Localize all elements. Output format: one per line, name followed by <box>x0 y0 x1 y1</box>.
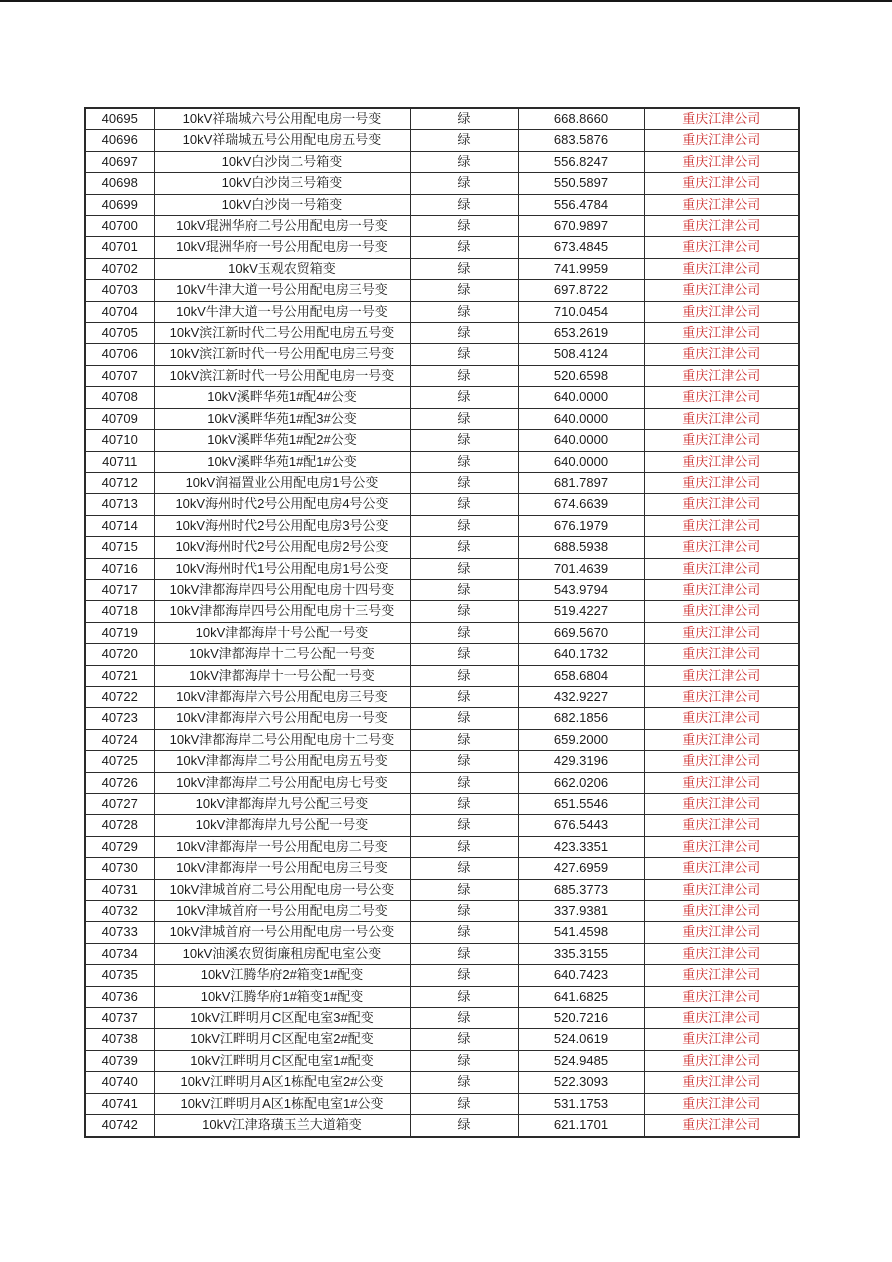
row-value-cell: 621.1701 <box>518 1115 644 1137</box>
row-id-cell: 40723 <box>85 708 154 729</box>
table-row <box>85 836 799 857</box>
row-name-cell: 10kV津都海岸九号公配三号变 <box>154 794 410 815</box>
row-id-cell: 40722 <box>85 686 154 707</box>
row-status-cell: 绿 <box>410 729 518 750</box>
row-name-cell: 10kV津城首府二号公用配电房一号公变 <box>154 879 410 900</box>
row-name-cell: 10kV津都海岸六号公用配电房一号变 <box>154 708 410 729</box>
table-row <box>85 151 799 172</box>
row-id-cell: 40741 <box>85 1093 154 1114</box>
row-id-cell: 40735 <box>85 965 154 986</box>
row-company-cell: 重庆江津公司 <box>644 494 799 515</box>
row-company-cell: 重庆江津公司 <box>644 644 799 665</box>
row-name-cell: 10kV津都海岸十二号公配一号变 <box>154 644 410 665</box>
row-value-cell: 651.5546 <box>518 794 644 815</box>
row-name-cell: 10kV海州时代1号公用配电房1号公变 <box>154 558 410 579</box>
row-value-cell: 508.4124 <box>518 344 644 365</box>
row-status-cell: 绿 <box>410 579 518 600</box>
row-id-cell: 40728 <box>85 815 154 836</box>
row-status-cell: 绿 <box>410 237 518 258</box>
row-name-cell: 10kV油溪农贸街廉租房配电室公变 <box>154 943 410 964</box>
row-id-cell: 40719 <box>85 622 154 643</box>
row-value-cell: 429.3196 <box>518 751 644 772</box>
table-row <box>85 237 799 258</box>
table-row <box>85 1029 799 1050</box>
transformer-data-table <box>84 107 800 1138</box>
row-name-cell: 10kV江津珞璜玉兰大道箱变 <box>154 1115 410 1137</box>
table-row <box>85 686 799 707</box>
row-name-cell: 10kV滨江新时代一号公用配电房三号变 <box>154 344 410 365</box>
row-id-cell: 40736 <box>85 986 154 1007</box>
row-status-cell: 绿 <box>410 665 518 686</box>
row-status-cell: 绿 <box>410 815 518 836</box>
row-name-cell: 10kV津都海岸九号公配一号变 <box>154 815 410 836</box>
row-id-cell: 40717 <box>85 579 154 600</box>
row-id-cell: 40737 <box>85 1008 154 1029</box>
row-name-cell: 10kV海州时代2号公用配电房2号公变 <box>154 537 410 558</box>
row-name-cell: 10kV津都海岸二号公用配电房十二号变 <box>154 729 410 750</box>
row-value-cell: 683.5876 <box>518 130 644 151</box>
row-status-cell: 绿 <box>410 1008 518 1029</box>
row-company-cell: 重庆江津公司 <box>644 943 799 964</box>
row-value-cell: 520.6598 <box>518 365 644 386</box>
row-value-cell: 524.9485 <box>518 1050 644 1071</box>
row-value-cell: 550.5897 <box>518 173 644 194</box>
row-id-cell: 40725 <box>85 751 154 772</box>
row-company-cell: 重庆江津公司 <box>644 986 799 1007</box>
table-row <box>85 1115 799 1137</box>
row-name-cell: 10kV津都海岸十一号公配一号变 <box>154 665 410 686</box>
row-name-cell: 10kV玉观农贸箱变 <box>154 258 410 279</box>
table-row <box>85 986 799 1007</box>
row-status-cell: 绿 <box>410 558 518 579</box>
row-status-cell: 绿 <box>410 836 518 857</box>
row-status-cell: 绿 <box>410 258 518 279</box>
row-name-cell: 10kV江腾华府1#箱变1#配变 <box>154 986 410 1007</box>
row-company-cell: 重庆江津公司 <box>644 965 799 986</box>
row-name-cell: 10kV白沙岗二号箱变 <box>154 151 410 172</box>
row-name-cell: 10kV溪畔华苑1#配2#公变 <box>154 430 410 451</box>
row-value-cell: 640.0000 <box>518 451 644 472</box>
row-id-cell: 40726 <box>85 772 154 793</box>
row-company-cell: 重庆江津公司 <box>644 922 799 943</box>
row-value-cell: 524.0619 <box>518 1029 644 1050</box>
row-status-cell: 绿 <box>410 794 518 815</box>
row-value-cell: 541.4598 <box>518 922 644 943</box>
table-row <box>85 1050 799 1071</box>
table-row <box>85 794 799 815</box>
table-row <box>85 751 799 772</box>
row-id-cell: 40700 <box>85 216 154 237</box>
row-name-cell: 10kV津都海岸一号公用配电房二号变 <box>154 836 410 857</box>
row-name-cell: 10kV江腾华府2#箱变1#配变 <box>154 965 410 986</box>
row-value-cell: 670.9897 <box>518 216 644 237</box>
row-status-cell: 绿 <box>410 901 518 922</box>
row-value-cell: 653.2619 <box>518 323 644 344</box>
row-value-cell: 522.3093 <box>518 1072 644 1093</box>
row-name-cell: 10kV江畔明月A区1栋配电室1#公变 <box>154 1093 410 1114</box>
row-status-cell: 绿 <box>410 943 518 964</box>
row-id-cell: 40732 <box>85 901 154 922</box>
row-company-cell: 重庆江津公司 <box>644 365 799 386</box>
row-company-cell: 重庆江津公司 <box>644 323 799 344</box>
row-status-cell: 绿 <box>410 686 518 707</box>
row-name-cell: 10kV津都海岸六号公用配电房三号变 <box>154 686 410 707</box>
row-company-cell: 重庆江津公司 <box>644 151 799 172</box>
row-value-cell: 531.1753 <box>518 1093 644 1114</box>
row-company-cell: 重庆江津公司 <box>644 1008 799 1029</box>
row-status-cell: 绿 <box>410 387 518 408</box>
row-company-cell: 重庆江津公司 <box>644 729 799 750</box>
row-value-cell: 688.5938 <box>518 537 644 558</box>
table-row <box>85 879 799 900</box>
row-value-cell: 681.7897 <box>518 472 644 493</box>
table-row <box>85 216 799 237</box>
row-name-cell: 10kV海州时代2号公用配电房4号公变 <box>154 494 410 515</box>
row-value-cell: 520.7216 <box>518 1008 644 1029</box>
table-row <box>85 494 799 515</box>
row-status-cell: 绿 <box>410 965 518 986</box>
row-company-cell: 重庆江津公司 <box>644 515 799 536</box>
row-company-cell: 重庆江津公司 <box>644 622 799 643</box>
transformer-table-body <box>85 108 799 1137</box>
row-id-cell: 40740 <box>85 1072 154 1093</box>
row-company-cell: 重庆江津公司 <box>644 408 799 429</box>
row-company-cell: 重庆江津公司 <box>644 858 799 879</box>
row-name-cell: 10kV祥瑞城六号公用配电房一号变 <box>154 108 410 130</box>
row-company-cell: 重庆江津公司 <box>644 879 799 900</box>
row-id-cell: 40721 <box>85 665 154 686</box>
row-name-cell: 10kV海州时代2号公用配电房3号公变 <box>154 515 410 536</box>
row-status-cell: 绿 <box>410 1093 518 1114</box>
row-company-cell: 重庆江津公司 <box>644 258 799 279</box>
row-status-cell: 绿 <box>410 472 518 493</box>
row-value-cell: 662.0206 <box>518 772 644 793</box>
row-id-cell: 40718 <box>85 601 154 622</box>
row-value-cell: 701.4639 <box>518 558 644 579</box>
row-status-cell: 绿 <box>410 344 518 365</box>
row-company-cell: 重庆江津公司 <box>644 815 799 836</box>
table-row <box>85 280 799 301</box>
row-id-cell: 40714 <box>85 515 154 536</box>
table-row <box>85 323 799 344</box>
row-id-cell: 40730 <box>85 858 154 879</box>
row-company-cell: 重庆江津公司 <box>644 130 799 151</box>
row-name-cell: 10kV津都海岸四号公用配电房十三号变 <box>154 601 410 622</box>
row-value-cell: 335.3155 <box>518 943 644 964</box>
row-value-cell: 741.9959 <box>518 258 644 279</box>
table-row <box>85 108 799 130</box>
row-status-cell: 绿 <box>410 537 518 558</box>
row-id-cell: 40701 <box>85 237 154 258</box>
row-status-cell: 绿 <box>410 622 518 643</box>
row-value-cell: 427.6959 <box>518 858 644 879</box>
row-status-cell: 绿 <box>410 130 518 151</box>
table-row <box>85 451 799 472</box>
row-company-cell: 重庆江津公司 <box>644 472 799 493</box>
row-name-cell: 10kV滨江新时代二号公用配电房五号变 <box>154 323 410 344</box>
row-company-cell: 重庆江津公司 <box>644 601 799 622</box>
row-company-cell: 重庆江津公司 <box>644 1072 799 1093</box>
row-company-cell: 重庆江津公司 <box>644 173 799 194</box>
row-value-cell: 432.9227 <box>518 686 644 707</box>
table-row <box>85 537 799 558</box>
row-company-cell: 重庆江津公司 <box>644 216 799 237</box>
row-id-cell: 40708 <box>85 387 154 408</box>
table-row <box>85 729 799 750</box>
table-row <box>85 922 799 943</box>
row-name-cell: 10kV琨洲华府二号公用配电房一号变 <box>154 216 410 237</box>
row-name-cell: 10kV白沙岗一号箱变 <box>154 194 410 215</box>
row-company-cell: 重庆江津公司 <box>644 301 799 322</box>
row-company-cell: 重庆江津公司 <box>644 901 799 922</box>
row-id-cell: 40711 <box>85 451 154 472</box>
row-status-cell: 绿 <box>410 922 518 943</box>
row-id-cell: 40738 <box>85 1029 154 1050</box>
row-id-cell: 40712 <box>85 472 154 493</box>
row-value-cell: 640.0000 <box>518 387 644 408</box>
row-id-cell: 40739 <box>85 1050 154 1071</box>
row-company-cell: 重庆江津公司 <box>644 665 799 686</box>
table-row <box>85 965 799 986</box>
row-company-cell: 重庆江津公司 <box>644 1093 799 1114</box>
row-status-cell: 绿 <box>410 772 518 793</box>
row-id-cell: 40720 <box>85 644 154 665</box>
row-value-cell: 668.8660 <box>518 108 644 130</box>
row-company-cell: 重庆江津公司 <box>644 451 799 472</box>
row-value-cell: 640.7423 <box>518 965 644 986</box>
row-status-cell: 绿 <box>410 1050 518 1071</box>
table-row <box>85 622 799 643</box>
row-status-cell: 绿 <box>410 280 518 301</box>
table-row <box>85 665 799 686</box>
row-value-cell: 556.4784 <box>518 194 644 215</box>
row-id-cell: 40699 <box>85 194 154 215</box>
row-name-cell: 10kV溪畔华苑1#配3#公变 <box>154 408 410 429</box>
row-name-cell: 10kV江畔明月A区1栋配电室2#公变 <box>154 1072 410 1093</box>
row-company-cell: 重庆江津公司 <box>644 237 799 258</box>
row-status-cell: 绿 <box>410 108 518 130</box>
table-row <box>85 1008 799 1029</box>
row-name-cell: 10kV津都海岸一号公用配电房三号变 <box>154 858 410 879</box>
row-id-cell: 40715 <box>85 537 154 558</box>
row-name-cell: 10kV琨洲华府一号公用配电房一号变 <box>154 237 410 258</box>
row-name-cell: 10kV津都海岸四号公用配电房十四号变 <box>154 579 410 600</box>
table-row <box>85 644 799 665</box>
row-status-cell: 绿 <box>410 858 518 879</box>
row-value-cell: 659.2000 <box>518 729 644 750</box>
row-name-cell: 10kV江畔明月C区配电室2#配变 <box>154 1029 410 1050</box>
row-name-cell: 10kV津都海岸二号公用配电房七号变 <box>154 772 410 793</box>
row-value-cell: 640.0000 <box>518 430 644 451</box>
row-value-cell: 673.4845 <box>518 237 644 258</box>
row-name-cell: 10kV白沙岗三号箱变 <box>154 173 410 194</box>
row-name-cell: 10kV牛津大道一号公用配电房三号变 <box>154 280 410 301</box>
row-status-cell: 绿 <box>410 1072 518 1093</box>
row-id-cell: 40703 <box>85 280 154 301</box>
table-row <box>85 1093 799 1114</box>
table-row <box>85 943 799 964</box>
table-row <box>85 194 799 215</box>
row-company-cell: 重庆江津公司 <box>644 772 799 793</box>
row-company-cell: 重庆江津公司 <box>644 280 799 301</box>
row-id-cell: 40734 <box>85 943 154 964</box>
table-row <box>85 258 799 279</box>
row-status-cell: 绿 <box>410 986 518 1007</box>
row-id-cell: 40702 <box>85 258 154 279</box>
row-value-cell: 641.6825 <box>518 986 644 1007</box>
table-row <box>85 901 799 922</box>
table-row <box>85 301 799 322</box>
row-company-cell: 重庆江津公司 <box>644 794 799 815</box>
row-name-cell: 10kV溪畔华苑1#配4#公变 <box>154 387 410 408</box>
row-status-cell: 绿 <box>410 751 518 772</box>
row-id-cell: 40695 <box>85 108 154 130</box>
row-status-cell: 绿 <box>410 515 518 536</box>
row-id-cell: 40731 <box>85 879 154 900</box>
row-name-cell: 10kV江畔明月C区配电室1#配变 <box>154 1050 410 1071</box>
row-value-cell: 337.9381 <box>518 901 644 922</box>
row-status-cell: 绿 <box>410 430 518 451</box>
table-row <box>85 472 799 493</box>
row-status-cell: 绿 <box>410 879 518 900</box>
row-company-cell: 重庆江津公司 <box>644 558 799 579</box>
row-name-cell: 10kV溪畔华苑1#配1#公变 <box>154 451 410 472</box>
row-name-cell: 10kV津都海岸十号公配一号变 <box>154 622 410 643</box>
row-id-cell: 40724 <box>85 729 154 750</box>
row-id-cell: 40709 <box>85 408 154 429</box>
row-id-cell: 40707 <box>85 365 154 386</box>
table-row <box>85 430 799 451</box>
row-status-cell: 绿 <box>410 194 518 215</box>
table-row <box>85 1072 799 1093</box>
row-name-cell: 10kV牛津大道一号公用配电房一号变 <box>154 301 410 322</box>
table-row <box>85 387 799 408</box>
row-value-cell: 674.6639 <box>518 494 644 515</box>
table-row <box>85 772 799 793</box>
table-row <box>85 344 799 365</box>
row-name-cell: 10kV滨江新时代一号公用配电房一号变 <box>154 365 410 386</box>
row-status-cell: 绿 <box>410 451 518 472</box>
row-company-cell: 重庆江津公司 <box>644 1050 799 1071</box>
row-company-cell: 重庆江津公司 <box>644 537 799 558</box>
row-status-cell: 绿 <box>410 173 518 194</box>
row-value-cell: 519.4227 <box>518 601 644 622</box>
row-value-cell: 669.5670 <box>518 622 644 643</box>
row-id-cell: 40727 <box>85 794 154 815</box>
row-value-cell: 640.0000 <box>518 408 644 429</box>
row-id-cell: 40698 <box>85 173 154 194</box>
row-value-cell: 697.8722 <box>518 280 644 301</box>
table-row <box>85 365 799 386</box>
row-name-cell: 10kV津城首府一号公用配电房二号变 <box>154 901 410 922</box>
row-status-cell: 绿 <box>410 216 518 237</box>
table-row <box>85 708 799 729</box>
row-value-cell: 676.5443 <box>518 815 644 836</box>
row-name-cell: 10kV津城首府一号公用配电房一号公变 <box>154 922 410 943</box>
row-id-cell: 40733 <box>85 922 154 943</box>
row-company-cell: 重庆江津公司 <box>644 686 799 707</box>
row-status-cell: 绿 <box>410 323 518 344</box>
table-row <box>85 558 799 579</box>
row-name-cell: 10kV祥瑞城五号公用配电房五号变 <box>154 130 410 151</box>
row-name-cell: 10kV江畔明月C区配电室3#配变 <box>154 1008 410 1029</box>
row-company-cell: 重庆江津公司 <box>644 194 799 215</box>
row-company-cell: 重庆江津公司 <box>644 108 799 130</box>
row-value-cell: 556.8247 <box>518 151 644 172</box>
row-value-cell: 676.1979 <box>518 515 644 536</box>
row-status-cell: 绿 <box>410 601 518 622</box>
table-row <box>85 130 799 151</box>
table-row <box>85 858 799 879</box>
row-value-cell: 423.3351 <box>518 836 644 857</box>
row-id-cell: 40729 <box>85 836 154 857</box>
row-company-cell: 重庆江津公司 <box>644 344 799 365</box>
row-id-cell: 40716 <box>85 558 154 579</box>
row-value-cell: 682.1856 <box>518 708 644 729</box>
row-value-cell: 658.6804 <box>518 665 644 686</box>
row-value-cell: 543.9794 <box>518 579 644 600</box>
table-row <box>85 515 799 536</box>
row-status-cell: 绿 <box>410 494 518 515</box>
table-row <box>85 579 799 600</box>
row-company-cell: 重庆江津公司 <box>644 579 799 600</box>
row-id-cell: 40696 <box>85 130 154 151</box>
row-id-cell: 40697 <box>85 151 154 172</box>
row-company-cell: 重庆江津公司 <box>644 708 799 729</box>
row-company-cell: 重庆江津公司 <box>644 1115 799 1137</box>
row-company-cell: 重庆江津公司 <box>644 1029 799 1050</box>
row-id-cell: 40706 <box>85 344 154 365</box>
row-status-cell: 绿 <box>410 1029 518 1050</box>
row-status-cell: 绿 <box>410 365 518 386</box>
row-company-cell: 重庆江津公司 <box>644 430 799 451</box>
row-id-cell: 40710 <box>85 430 154 451</box>
table-row <box>85 408 799 429</box>
row-status-cell: 绿 <box>410 151 518 172</box>
row-value-cell: 640.1732 <box>518 644 644 665</box>
row-id-cell: 40705 <box>85 323 154 344</box>
page-top-edge-line <box>0 0 892 2</box>
row-company-cell: 重庆江津公司 <box>644 387 799 408</box>
row-value-cell: 710.0454 <box>518 301 644 322</box>
row-id-cell: 40704 <box>85 301 154 322</box>
row-status-cell: 绿 <box>410 408 518 429</box>
row-status-cell: 绿 <box>410 1115 518 1137</box>
row-company-cell: 重庆江津公司 <box>644 836 799 857</box>
row-id-cell: 40713 <box>85 494 154 515</box>
row-status-cell: 绿 <box>410 301 518 322</box>
row-company-cell: 重庆江津公司 <box>644 751 799 772</box>
row-name-cell: 10kV润福置业公用配电房1号公变 <box>154 472 410 493</box>
table-row <box>85 815 799 836</box>
row-value-cell: 685.3773 <box>518 879 644 900</box>
table-row <box>85 173 799 194</box>
table-row <box>85 601 799 622</box>
row-status-cell: 绿 <box>410 644 518 665</box>
row-status-cell: 绿 <box>410 708 518 729</box>
row-name-cell: 10kV津都海岸二号公用配电房五号变 <box>154 751 410 772</box>
row-id-cell: 40742 <box>85 1115 154 1137</box>
